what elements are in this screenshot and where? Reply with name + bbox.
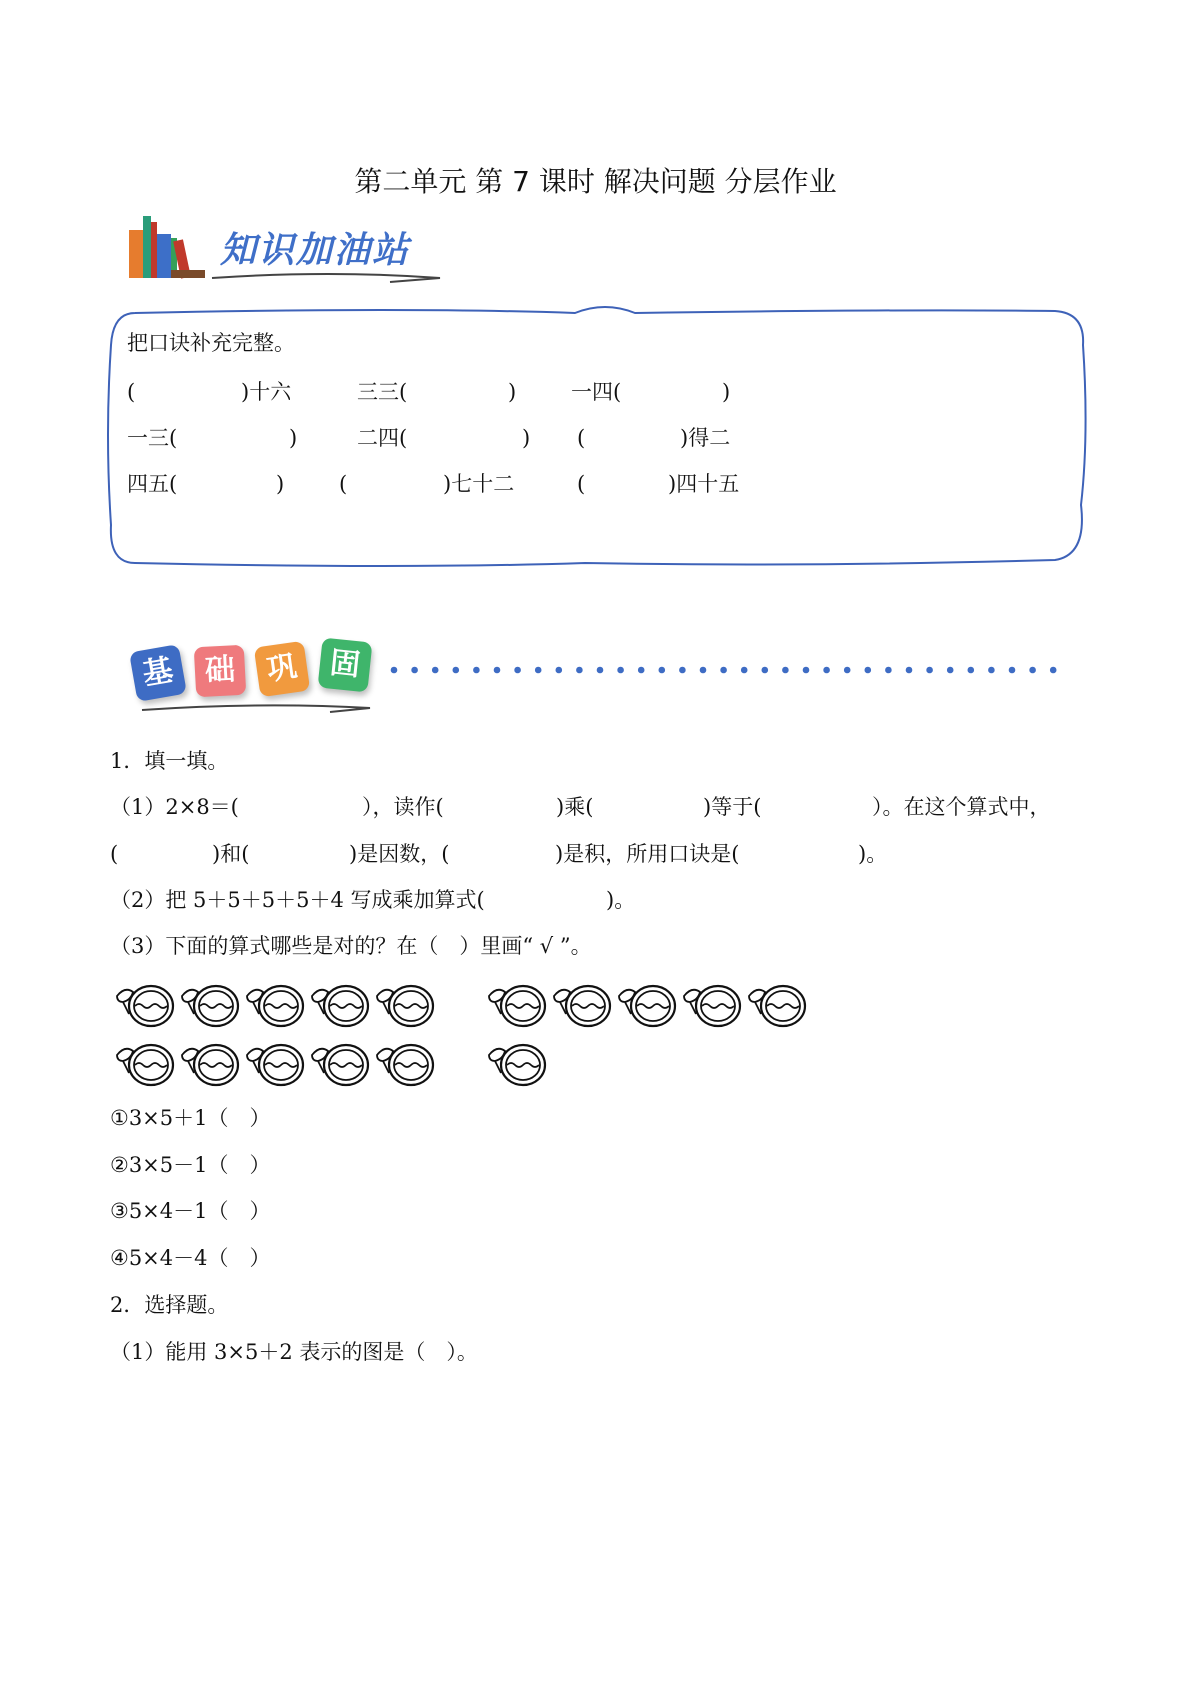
watermelon-icon (485, 1041, 549, 1087)
rhyme-blank-close: )七十二 (443, 472, 515, 496)
books-icon (129, 214, 205, 280)
rhyme-blank-open: 二四( (357, 426, 408, 450)
text-segment: )是因数，( (349, 842, 450, 866)
rhyme-blank-open: 三三( (357, 380, 408, 404)
watermelon-icon (113, 982, 177, 1028)
section-heading-knowledge: 知识加油站 (220, 230, 411, 271)
divider-dot (391, 667, 398, 674)
option-3: ③5×4－1（ ） (110, 1199, 271, 1223)
tile-gong: 巩 (254, 641, 310, 697)
divider-dot (968, 667, 975, 674)
divider-dot (638, 667, 645, 674)
text-segment: )乘( (556, 795, 594, 819)
dotted-divider (388, 664, 1068, 676)
question-1-title: 1．填一填。 (110, 749, 229, 773)
page-title: 第二单元 第 7 课时 解决问题 分层作业 (354, 165, 837, 198)
divider-dot (432, 667, 439, 674)
divider-dot (1009, 667, 1016, 674)
rhyme-blank-open: ( (577, 426, 586, 450)
divider-dot (885, 667, 892, 674)
divider-dot (988, 667, 995, 674)
divider-dot (597, 667, 604, 674)
heading-underline (210, 266, 450, 286)
watermelon-icon (550, 982, 614, 1028)
tile-ji: 基 (129, 644, 187, 702)
text-segment: ），读作( (362, 795, 444, 819)
rhyme-blank-close: )十六 (241, 380, 292, 404)
divider-dot (556, 667, 563, 674)
divider-dot (906, 667, 913, 674)
rhyme-blank-close: ) (508, 380, 517, 404)
rhyme-blank-close: ) (522, 426, 531, 450)
rhyme-blank-open: ( (339, 472, 348, 496)
text-segment: （1）2×8＝( (110, 795, 239, 819)
rhyme-blank-close: ) (722, 380, 731, 404)
text-segment: )。 (858, 842, 888, 866)
divider-dot (700, 667, 707, 674)
watermelon-icon (373, 1041, 437, 1087)
option-2: ②3×5－1（ ） (110, 1153, 271, 1177)
tile-chu: 础 (194, 645, 247, 698)
text-segment: )等于( (703, 795, 762, 819)
watermelon-icon (243, 982, 307, 1028)
watermelon-icon (745, 982, 809, 1028)
rhyme-blank-open: ( (127, 380, 136, 404)
divider-dot (659, 667, 666, 674)
divider-dot (844, 667, 851, 674)
divider-dot (926, 667, 933, 674)
divider-dot (947, 667, 954, 674)
divider-dot (514, 667, 521, 674)
rhyme-blank-open: 一三( (127, 426, 178, 450)
option-1: ①3×5＋1（ ） (110, 1106, 271, 1130)
option-4: ④5×4－4（ ） (110, 1246, 271, 1270)
divider-dot (679, 667, 686, 674)
text-segment: )。 (606, 888, 636, 912)
watermelon-icon (373, 982, 437, 1028)
divider-dot (617, 667, 624, 674)
divider-dot (741, 667, 748, 674)
divider-dot (762, 667, 769, 674)
divider-dot (720, 667, 727, 674)
rhyme-blank-open: 四五( (127, 472, 178, 496)
divider-dot (411, 667, 418, 674)
q1-part3: （3）下面的算式哪些是对的？在（ ）里画“ √ ”。 (110, 934, 592, 958)
text-segment: ( (110, 842, 119, 866)
divider-dot (1050, 667, 1057, 674)
rhyme-blank-open: 一四( (571, 380, 622, 404)
divider-dot (782, 667, 789, 674)
rhyme-blank-close: )四十五 (668, 472, 740, 496)
watermelon-icon (485, 982, 549, 1028)
heading-underline (140, 700, 380, 716)
watermelon-icon (113, 1041, 177, 1087)
divider-dot (473, 667, 480, 674)
watermelon-icon (615, 982, 679, 1028)
text-segment: )和( (212, 842, 250, 866)
rhyme-blank-open: ( (577, 472, 586, 496)
divider-dot (576, 667, 583, 674)
watermelon-icon (308, 982, 372, 1028)
divider-dot (535, 667, 542, 674)
divider-dot (453, 667, 460, 674)
watermelon-icon (178, 982, 242, 1028)
watermelon-icon (243, 1041, 307, 1087)
rhyme-blank-close: ) (289, 426, 298, 450)
divider-dot (823, 667, 830, 674)
text-segment: ）。在这个算式中， (872, 795, 1051, 819)
watermelon-icon (178, 1041, 242, 1087)
watermelon-icon (680, 982, 744, 1028)
q2-part1: （1）能用 3×5＋2 表示的图是（ ）。 (110, 1340, 478, 1364)
text-segment: （2）把 5＋5＋5＋5＋4 写成乘加算式( (110, 888, 485, 912)
question-2-title: 2．选择题。 (110, 1293, 229, 1317)
rhyme-blank-close: )得二 (680, 426, 731, 450)
instruction-text: 把口诀补充完整。 (127, 331, 295, 355)
text-segment: )是积，所用口诀是( (555, 842, 740, 866)
divider-dot (494, 667, 501, 674)
divider-dot (865, 667, 872, 674)
rhyme-blank-close: ) (276, 472, 285, 496)
divider-dot (1029, 667, 1036, 674)
watermelon-icon (308, 1041, 372, 1087)
tile-gu: 固 (318, 638, 373, 693)
divider-dot (803, 667, 810, 674)
